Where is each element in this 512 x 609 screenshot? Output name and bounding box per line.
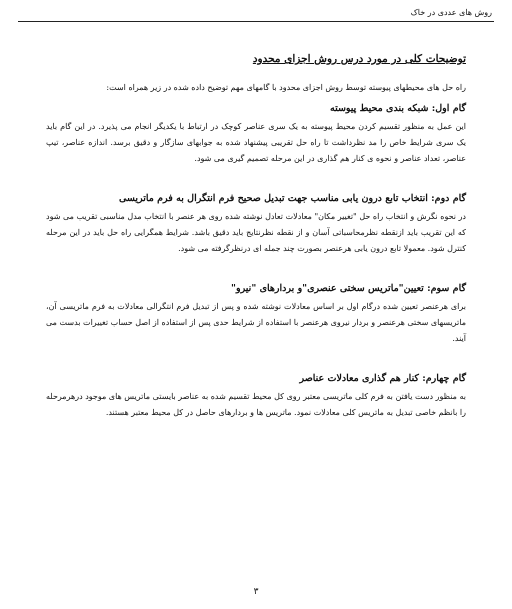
section-step-1 xyxy=(46,101,466,167)
section-paragraph: این عمل به منظور تقسیم کردن محیط پیوسته به یک سری عناصر کوچک در ارتباط با یکدیگر انجام می پذیرد. در این گام باید یک سری شرایط خاص را مد نظرداشت تا راه حل تقریبی پیشنهاد شده به جوابهای سازگار و دقیق برسد. اندازه عناصر، تیپ عناصر، تعداد عناصر و نحوه ی کنار هم گذاری در این مرحله تصمیم گیری می شود. xyxy=(46,122,466,163)
page-body xyxy=(46,52,466,445)
running-header-title: روش های عددی در خاک xyxy=(410,8,492,17)
section-step-2 xyxy=(46,191,466,257)
section-paragraph: برای هرعنصر تعیین شده درگام اول بر اساس معادلات نوشته شده و پس از تبدیل فرم انتگرالی معادلات به فرم ماتریسی آن، ماتریسهای سختی هرعنصر و بردار نیروی هرعنصر با استفاده از شرایط حدی پس از استفاده از اصل حساب تغییرات بدست می آیند. xyxy=(46,302,466,343)
section-heading: گام چهارم: کنار هم گذاری معادلات عناصر xyxy=(299,373,466,384)
section-step-4 xyxy=(46,371,466,421)
page-number: ۳ xyxy=(253,587,259,597)
section-paragraph: در نحوه نگرش و انتخاب راه حل "تغییر مکان" معادلات تعادل نوشته شده روی هر عنصر با انتخاب مدل مناسبی تقریب می شود که این تقریب باید ازنقطه نظرمحاسباتی آسان و از نقطه نظرنتایج باید دقیق باشد. شرایط همگرایی راه حل باید در این مرحله کنترل شود. معمولا تابع درون یابی هرعنصر بصورت چند جمله ای درنظرگرفته می شود. xyxy=(46,212,466,253)
intro-paragraph: راه حل های محیطهای پیوسته توسط روش اجزای محدود با گامهای مهم توضیح داده شده در زیر همراه است: xyxy=(106,83,466,92)
section-heading: گام اول: شبکه بندی محیط پیوسته xyxy=(329,103,466,114)
section-paragraph: به منظور دست یافتن به فرم کلی ماتریسی معتبر روی کل محیط تقسیم شده به عناصر بایستی ماتریس های موجود درهرمرحله را بانظم خاصی تبدیل به ماتریس کلی معادلات نمود. ماتریس ها و بردارهای حاصل در کل محیط معتبر هستند. xyxy=(46,392,466,417)
section-step-3 xyxy=(46,281,466,347)
page-title: توضیحات کلی در مورد درس روش اجزای محدود xyxy=(252,53,466,65)
section-heading: گام دوم: انتخاب تابع درون یابی مناسب جهت تبدیل صحیح فرم انتگرال به فرم ماتریسی xyxy=(118,193,466,204)
section-heading: گام سوم: تعیین"ماتریس سختی عنصری"و بردارهای "نیرو" xyxy=(231,283,466,294)
header-rule xyxy=(18,21,494,22)
